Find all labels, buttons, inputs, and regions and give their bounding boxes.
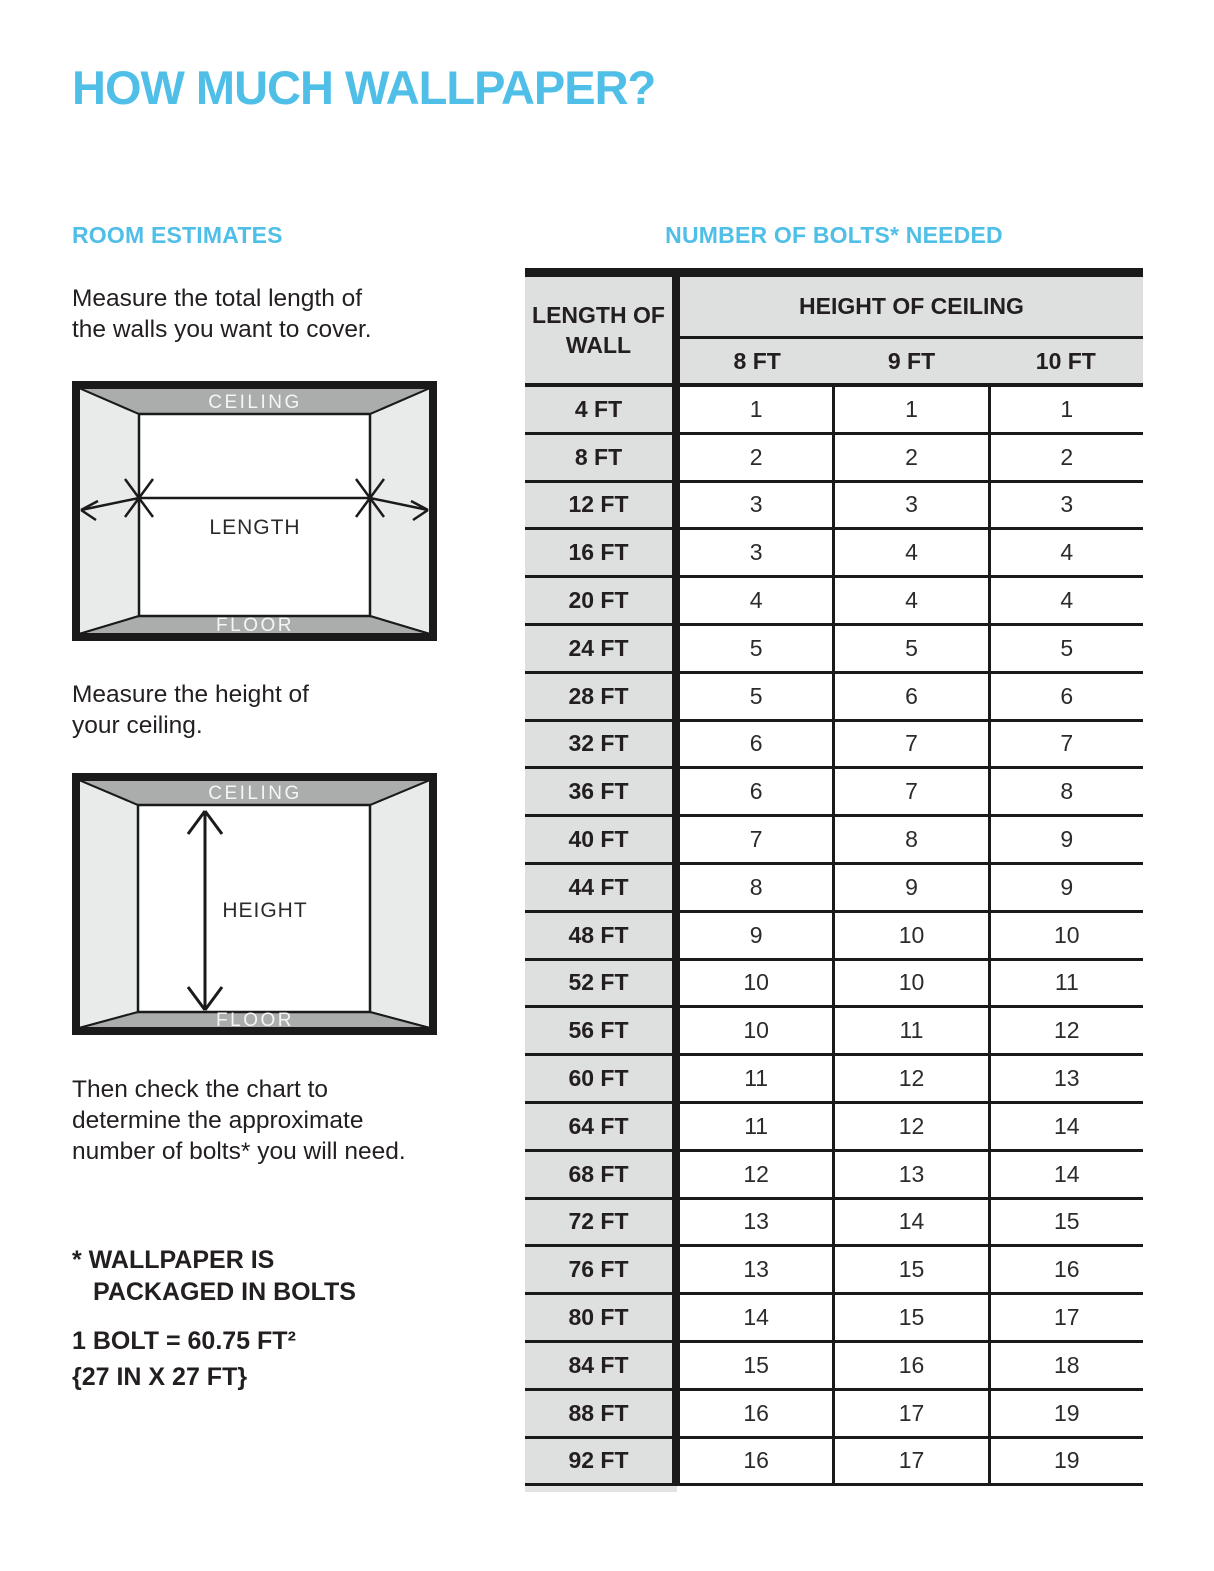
- bolt-count-cell: 11: [832, 1008, 987, 1053]
- table-footer-stub: [525, 1486, 677, 1492]
- text-line: the walls you want to cover.: [72, 316, 372, 343]
- bolts-table: [525, 268, 1143, 1492]
- table-body: [525, 387, 1143, 1486]
- bolt-count-cell: 9: [680, 913, 832, 958]
- bolt-count-cell: 17: [988, 1295, 1143, 1340]
- instruction-measure-height: [72, 679, 309, 741]
- bolt-count-cell: 1: [832, 387, 987, 432]
- ceiling-label: CEILING: [208, 783, 302, 804]
- bolt-count-cell: 7: [988, 722, 1143, 767]
- bolt-count-cell: 15: [832, 1295, 987, 1340]
- row-header: 4 FT: [525, 387, 680, 432]
- right-wall: [370, 780, 430, 1028]
- bolt-count-cell: 8: [680, 865, 832, 910]
- bolt-count-cell: 13: [832, 1152, 987, 1197]
- column-headers: [680, 277, 1143, 383]
- row-header: 40 FT: [525, 817, 680, 862]
- row-cells: [680, 626, 1143, 671]
- bolt-count-cell: 12: [988, 1008, 1143, 1053]
- bolt-count-cell: 5: [832, 626, 987, 671]
- column-subheader-row: [680, 339, 1143, 383]
- row-header: 16 FT: [525, 530, 680, 575]
- bolt-count-cell: 3: [832, 483, 987, 528]
- row-cells: [680, 1391, 1143, 1436]
- row-header: 8 FT: [525, 435, 680, 480]
- bolt-count-cell: 4: [832, 530, 987, 575]
- bolt-count-cell: 5: [680, 674, 832, 719]
- bolt-count-cell: 1: [680, 387, 832, 432]
- bolt-count-cell: 11: [680, 1056, 832, 1101]
- row-header: 80 FT: [525, 1295, 680, 1340]
- row-header: 84 FT: [525, 1343, 680, 1388]
- bolt-count-cell: 6: [832, 674, 987, 719]
- bolt-count-cell: 13: [680, 1200, 832, 1245]
- bolt-count-cell: 12: [680, 1152, 832, 1197]
- bolt-count-cell: 16: [680, 1391, 832, 1436]
- row-cells: [680, 1104, 1143, 1149]
- table-row: [525, 1152, 1143, 1200]
- bolt-count-cell: 6: [680, 722, 832, 767]
- table-row: [525, 769, 1143, 817]
- bolt-count-cell: 16: [680, 1439, 832, 1484]
- text-line: number of bolts* you will need.: [72, 1138, 406, 1165]
- text-line: Measure the height of: [72, 681, 309, 708]
- bolt-count-cell: 4: [832, 578, 987, 623]
- bolt-count-cell: 14: [680, 1295, 832, 1340]
- instruction-check-chart: [72, 1074, 406, 1167]
- bolt-count-cell: 10: [832, 961, 987, 1006]
- table-row: [525, 578, 1143, 626]
- row-cells: [680, 1343, 1143, 1388]
- bolt-count-cell: 18: [988, 1343, 1143, 1388]
- row-header: 64 FT: [525, 1104, 680, 1149]
- row-cells: [680, 913, 1143, 958]
- row-cells: [680, 817, 1143, 862]
- bolt-count-cell: 19: [988, 1439, 1143, 1484]
- table-row: [525, 530, 1143, 578]
- bolt-count-cell: 8: [988, 769, 1143, 814]
- row-header: 68 FT: [525, 1152, 680, 1197]
- bolt-count-cell: 9: [988, 865, 1143, 910]
- table-row: [525, 865, 1143, 913]
- bolt-count-cell: 16: [988, 1247, 1143, 1292]
- section-heading-room-estimates: ROOM ESTIMATES: [72, 222, 283, 248]
- row-header: 72 FT: [525, 1200, 680, 1245]
- bolt-count-cell: 11: [680, 1104, 832, 1149]
- row-header: 60 FT: [525, 1056, 680, 1101]
- row-cells: [680, 1295, 1143, 1340]
- row-cells: [680, 865, 1143, 910]
- table-row: [525, 626, 1143, 674]
- bolt-count-cell: 3: [988, 483, 1143, 528]
- column-header-10ft: 10 FT: [1035, 347, 1096, 374]
- bolt-count-cell: 2: [680, 435, 832, 480]
- bolt-count-cell: 14: [988, 1152, 1143, 1197]
- table-row: [525, 1200, 1143, 1248]
- bolt-count-cell: 7: [832, 722, 987, 767]
- bolt-count-cell: 12: [832, 1104, 987, 1149]
- row-header: 76 FT: [525, 1247, 680, 1292]
- bolt-count-cell: 6: [988, 674, 1143, 719]
- bolt-count-cell: 9: [988, 817, 1143, 862]
- bolt-count-cell: 12: [832, 1056, 987, 1101]
- room-length-diagram: [72, 381, 437, 641]
- bolt-count-cell: 13: [988, 1056, 1143, 1101]
- table-row: [525, 1056, 1143, 1104]
- bolt-count-cell: 7: [680, 817, 832, 862]
- bolt-count-cell: 4: [988, 530, 1143, 575]
- text-line: 1 BOLT = 60.75 FT²: [72, 1327, 296, 1355]
- table-row: [525, 1391, 1143, 1439]
- bolt-count-cell: 10: [680, 1008, 832, 1053]
- text-line: * WALLPAPER IS: [72, 1246, 275, 1274]
- row-group-header: LENGTH OF WALL: [525, 277, 680, 383]
- room-height-diagram: [72, 773, 437, 1035]
- length-label: LENGTH: [209, 516, 301, 539]
- bolt-count-cell: 7: [832, 769, 987, 814]
- bolt-count-cell: 15: [832, 1247, 987, 1292]
- left-wall: [79, 780, 138, 1028]
- page-title: HOW MUCH WALLPAPER?: [72, 61, 656, 114]
- instruction-measure-length: [72, 283, 372, 345]
- row-cells: [680, 722, 1143, 767]
- row-header: 28 FT: [525, 674, 680, 719]
- bolt-count-cell: 9: [832, 865, 987, 910]
- column-header-9ft: 9 FT: [887, 347, 936, 374]
- row-header: 56 FT: [525, 1008, 680, 1053]
- bolt-size-spec: [72, 1323, 296, 1395]
- bolt-count-cell: 16: [832, 1343, 987, 1388]
- row-cells: [680, 1008, 1143, 1053]
- row-header: 12 FT: [525, 483, 680, 528]
- table-header: [525, 277, 1143, 387]
- height-label: HEIGHT: [222, 899, 308, 922]
- bolt-count-cell: 5: [988, 626, 1143, 671]
- bolt-count-cell: 13: [680, 1247, 832, 1292]
- bolt-count-cell: 10: [988, 913, 1143, 958]
- column-group-header: HEIGHT OF CEILING: [680, 277, 1143, 339]
- bolt-count-cell: 5: [680, 626, 832, 671]
- row-header: 24 FT: [525, 626, 680, 671]
- row-cells: [680, 578, 1143, 623]
- bolt-count-cell: 1: [988, 387, 1143, 432]
- table-row: [525, 961, 1143, 1009]
- bolt-count-cell: 3: [680, 530, 832, 575]
- table-row: [525, 722, 1143, 770]
- row-header: 52 FT: [525, 961, 680, 1006]
- text-line: your ceiling.: [72, 712, 203, 739]
- column-header-8ft: 8 FT: [733, 347, 781, 374]
- row-header: 20 FT: [525, 578, 680, 623]
- text-line: PACKAGED IN BOLTS: [93, 1278, 356, 1306]
- section-heading-bolts-needed: NUMBER OF BOLTS* NEEDED: [665, 222, 1003, 248]
- row-header: 48 FT: [525, 913, 680, 958]
- floor-label: FLOOR: [216, 1010, 294, 1031]
- table-row: [525, 1295, 1143, 1343]
- row-header: 36 FT: [525, 769, 680, 814]
- table-row: [525, 817, 1143, 865]
- row-header: 88 FT: [525, 1391, 680, 1436]
- table-row: [525, 387, 1143, 435]
- bolt-count-cell: 11: [988, 961, 1143, 1006]
- table-row: [525, 1343, 1143, 1391]
- text-line: Then check the chart to: [72, 1076, 329, 1103]
- table-row: [525, 674, 1143, 722]
- row-header: 92 FT: [525, 1439, 680, 1484]
- bolt-count-cell: 14: [988, 1104, 1143, 1149]
- table-top-bar: [525, 268, 1143, 277]
- row-cells: [680, 1247, 1143, 1292]
- table-row: [525, 1247, 1143, 1295]
- table-row: [525, 1008, 1143, 1056]
- wallpaper-bolts-footnote: [72, 1244, 356, 1308]
- row-cells: [680, 387, 1143, 432]
- bolt-count-cell: 10: [832, 913, 987, 958]
- text-line: Measure the total length of: [72, 285, 363, 312]
- table-row: [525, 913, 1143, 961]
- floor-label: FLOOR: [216, 615, 294, 636]
- row-cells: [680, 1152, 1143, 1197]
- row-cells: [680, 483, 1143, 528]
- bolt-count-cell: 14: [832, 1200, 987, 1245]
- row-header: 44 FT: [525, 865, 680, 910]
- bolt-count-cell: 2: [832, 435, 987, 480]
- table-row: [525, 1439, 1143, 1487]
- bolt-count-cell: 4: [680, 578, 832, 623]
- text-line: {27 IN X 27 FT}: [72, 1363, 248, 1391]
- row-cells: [680, 769, 1143, 814]
- bolt-count-cell: 15: [680, 1343, 832, 1388]
- row-cells: [680, 1439, 1143, 1484]
- bolt-count-cell: 17: [832, 1439, 987, 1484]
- row-cells: [680, 1200, 1143, 1245]
- table-row: [525, 435, 1143, 483]
- bolt-count-cell: 10: [680, 961, 832, 1006]
- bolt-count-cell: 3: [680, 483, 832, 528]
- back-wall: [139, 414, 370, 616]
- ceiling-label: CEILING: [208, 392, 302, 413]
- bolt-count-cell: 6: [680, 769, 832, 814]
- table-row: [525, 1104, 1143, 1152]
- row-cells: [680, 435, 1143, 480]
- bolt-count-cell: 15: [988, 1200, 1143, 1245]
- row-cells: [680, 674, 1143, 719]
- bolt-count-cell: 2: [988, 435, 1143, 480]
- bolt-count-cell: 8: [832, 817, 987, 862]
- bolt-count-cell: 4: [988, 578, 1143, 623]
- row-cells: [680, 530, 1143, 575]
- bolt-count-cell: 19: [988, 1391, 1143, 1436]
- text-line: determine the approximate: [72, 1107, 364, 1134]
- row-cells: [680, 1056, 1143, 1101]
- table-row: [525, 483, 1143, 531]
- row-header: 32 FT: [525, 722, 680, 767]
- row-cells: [680, 961, 1143, 1006]
- bolt-count-cell: 17: [832, 1391, 987, 1436]
